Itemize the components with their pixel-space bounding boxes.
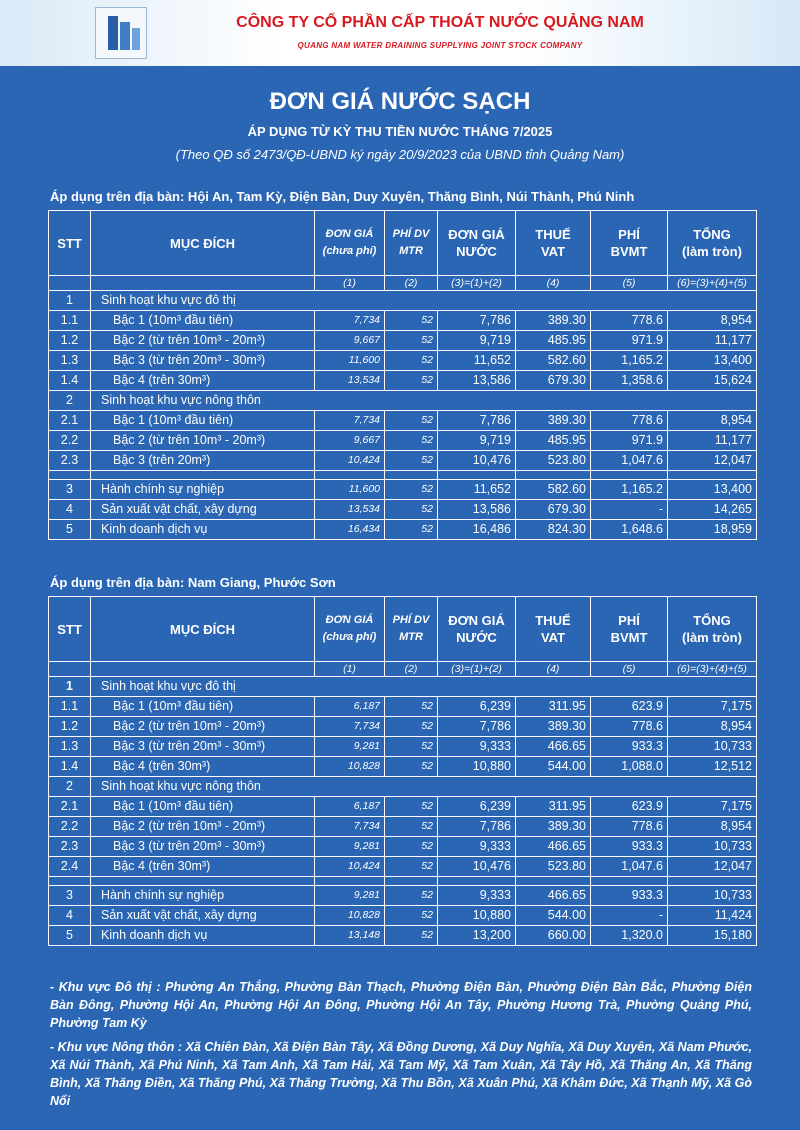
col-don-gia: ĐƠN GIÁ (chưa phí) — [315, 597, 385, 662]
col-don-gia-nuoc: ĐƠN GIÁ NƯỚC — [438, 211, 516, 276]
col-phi-dv: PHÍ DV MTR — [385, 597, 438, 662]
group-row: 2 Sinh hoạt khu vực nông thôn — [49, 777, 757, 797]
table-row: 2.1 Bậc 1 (10m³ đầu tiên) 6,187 52 6,239 311.95 623.9 7,175 — [49, 797, 757, 817]
col-muc-dich: MỤC ĐÍCH — [91, 211, 315, 276]
rural-area-note: - Khu vực Nông thôn : Xã Chiên Đàn, Xã Điện Bàn Tây, Xã Đồng Dương, Xã Duy Nghĩa, Xã Duy Xuyên, Xã Nam Phước, Xã Núi Thành, Xã Phú Ninh, Xã Tam Anh, Xã Tam Hải, Xã Tam Mỹ, Xã Tam Xuân, Xã Tây Hồ, Xã Thăng An, Xã Thăng Bình, Xã Thăng Điền, Xã Thăng Phú, Xã Thăng Trường, Xã Thu Bồn, Xã Xuân Phú, Xã Khâm Đức, Xã Thạnh Mỹ, Xã Gò Nổi — [50, 1040, 752, 1108]
urban-area-note: - Khu vực Đô thị : Phường An Thắng, Phường Bàn Thạch, Phường Điện Bàn, Phường Điện Bàn Bắc, Phường Điện Bàn Đông, Phường Hội An, Phường Hội An Đông, Phường Hội An Tây, Phường Hương Trà, Phường Quảng Phú, Phường Tam Kỳ — [50, 980, 752, 1030]
table-row: 1.4 Bậc 4 (trên 30m³) 13,534 52 13,586 679.30 1,358.6 15,624 — [49, 371, 757, 391]
table-row: 2.3 Bậc 3 (trên 20m³) 10,424 52 10,476 523.80 1,047.6 12,047 — [49, 451, 757, 471]
table-row: 5 Kinh doanh dịch vụ 16,434 52 16,486 824.30 1,648.6 18,959 — [49, 520, 757, 540]
page-title: ĐƠN GIÁ NƯỚC SẠCH — [269, 88, 531, 115]
group-row: 1 Sinh hoạt khu vực đô thị — [49, 677, 757, 697]
table-row: 2.2 Bậc 2 (từ trên 10m³ - 20m³) 7,734 52 7,786 389.30 778.6 8,954 — [49, 817, 757, 837]
header-banner — [0, 0, 800, 66]
price-table-1 — [48, 210, 757, 540]
col-stt: STT — [49, 211, 91, 276]
price-table-2 — [48, 596, 757, 946]
area-notes — [50, 978, 752, 1116]
table-row: 2.1 Bậc 1 (10m³ đầu tiên) 7,734 52 7,786 389.30 778.6 8,954 — [49, 411, 757, 431]
table-row: 1.1 Bậc 1 (10m³ đầu tiên) 7,734 52 7,786 389.30 778.6 8,954 — [49, 311, 757, 331]
company-logo-icon — [95, 7, 147, 59]
table-row: 1.1 Bậc 1 (10m³ đầu tiên) 6,187 52 6,239 311.95 623.9 7,175 — [49, 697, 757, 717]
col-muc-dich: MỤC ĐÍCH — [91, 597, 315, 662]
table-row: 1.3 Bậc 3 (từ trên 20m³ - 30m³) 11,600 52 11,652 582.60 1,165.2 13,400 — [49, 351, 757, 371]
company-name: CÔNG TY CỔ PHẦN CẤP THOÁT NƯỚC QUẢNG NAM — [236, 14, 644, 31]
table-row: 2.3 Bậc 3 (từ trên 20m³ - 30m³) 9,281 52 9,333 466.65 933.3 10,733 — [49, 837, 757, 857]
table-row: 1.2 Bậc 2 (từ trên 10m³ - 20m³) 7,734 52 7,786 389.30 778.6 8,954 — [49, 717, 757, 737]
group-row: 1 Sinh hoạt khu vực đô thị — [49, 291, 757, 311]
table-row: 5 Kinh doanh dịch vụ 13,148 52 13,200 660.00 1,320.0 15,180 — [49, 926, 757, 946]
table-header-row — [49, 597, 757, 662]
col-stt: STT — [49, 597, 91, 662]
table-row: 4 Sản xuất vật chất, xây dựng 10,828 52 10,880 544.00 - 11,424 — [49, 906, 757, 926]
formula-row: (1) (2) (3)=(1)+(2) (4) (5) (6)=(3)+(4)+(5) — [49, 662, 757, 677]
table-row: 1.4 Bậc 4 (trên 30m³) 10,828 52 10,880 544.00 1,088.0 12,512 — [49, 757, 757, 777]
page-subtitle: ÁP DỤNG TỪ KỲ THU TIỀN NƯỚC THÁNG 7/2025 — [247, 124, 553, 139]
col-don-gia: ĐƠN GIÁ (chưa phí) — [315, 211, 385, 276]
table-row: 2.4 Bậc 4 (trên 30m³) 10,424 52 10,476 523.80 1,047.6 12,047 — [49, 857, 757, 877]
table2-area-label: Áp dụng trên địa bàn: Nam Giang, Phước Sơn — [50, 575, 336, 590]
spacer-row — [49, 471, 757, 480]
table1-area-label: Áp dụng trên địa bàn: Hội An, Tam Kỳ, Điện Bàn, Duy Xuyên, Thăng Bình, Núi Thành, Phú Ninh — [50, 189, 635, 204]
col-thue-vat: THUẾ VAT — [516, 597, 591, 662]
col-thue-vat: THUẾ VAT — [516, 211, 591, 276]
formula-row: (1) (2) (3)=(1)+(2) (4) (5) (6)=(3)+(4)+(5) — [49, 276, 757, 291]
table-row: 3 Hành chính sự nghiệp 11,600 52 11,652 582.60 1,165.2 13,400 — [49, 480, 757, 500]
table-header-row — [49, 211, 757, 276]
col-tong: TỔNG (làm tròn) — [668, 597, 757, 662]
company-subtitle: QUANG NAM WATER DRAINING SUPPLYING JOINT STOCK COMPANY — [297, 41, 583, 50]
group-row: 2 Sinh hoạt khu vực nông thôn — [49, 391, 757, 411]
col-don-gia-nuoc: ĐƠN GIÁ NƯỚC — [438, 597, 516, 662]
spacer-row — [49, 877, 757, 886]
table-row: 1.3 Bậc 3 (từ trên 20m³ - 30m³) 9,281 52 9,333 466.65 933.3 10,733 — [49, 737, 757, 757]
col-phi-dv: PHÍ DV MTR — [385, 211, 438, 276]
col-tong: TỔNG (làm tròn) — [668, 211, 757, 276]
col-phi-bvmt: PHÍ BVMT — [591, 597, 668, 662]
table-row: 1.2 Bậc 2 (từ trên 10m³ - 20m³) 9,667 52 9,719 485.95 971.9 11,177 — [49, 331, 757, 351]
decree-note: (Theo QĐ số 2473/QĐ-UBND ký ngày 20/9/2023 của UBND tỉnh Quảng Nam) — [175, 147, 625, 162]
col-phi-bvmt: PHÍ BVMT — [591, 211, 668, 276]
table-row: 4 Sản xuất vật chất, xây dựng 13,534 52 13,586 679.30 - 14,265 — [49, 500, 757, 520]
table-row: 3 Hành chính sự nghiệp 9,281 52 9,333 466.65 933.3 10,733 — [49, 886, 757, 906]
table-row: 2.2 Bậc 2 (từ trên 10m³ - 20m³) 9,667 52 9,719 485.95 971.9 11,177 — [49, 431, 757, 451]
